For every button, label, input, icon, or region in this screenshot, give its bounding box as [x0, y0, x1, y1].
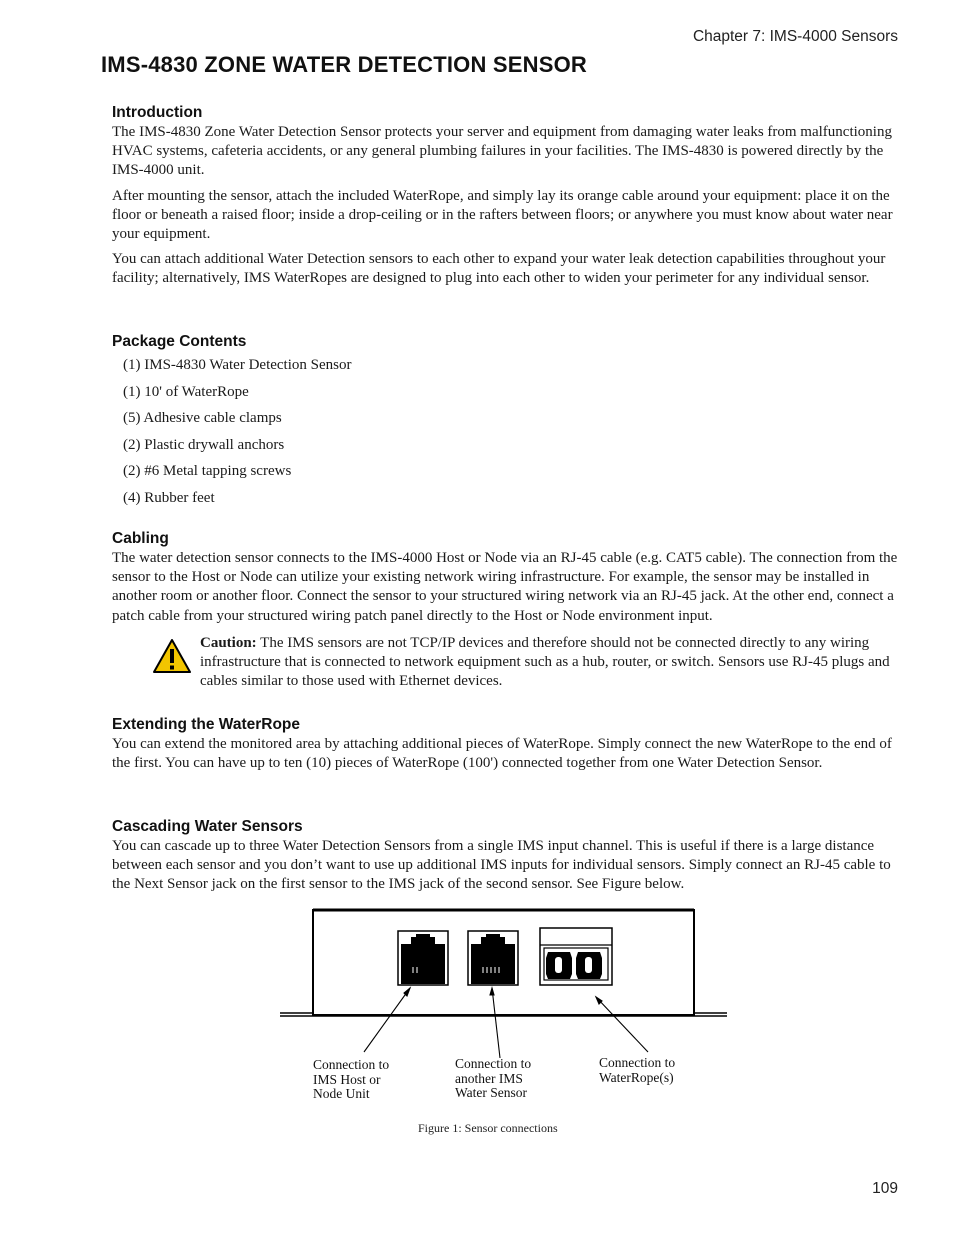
sensor-connections-figure — [270, 900, 740, 1110]
list-item: (4) Rubber feet — [123, 489, 215, 506]
figure-caption: Figure 1: Sensor connections — [418, 1121, 558, 1135]
ims-host-jack-icon — [398, 931, 448, 985]
extending-paragraph: You can extend the monitored area by attaching additional pieces of WaterRope. Simply connect the new WaterRope to the end of the first. You can have up to ten (10) pieces of WaterRope (100') connected together from one Water Detection Sensor. — [112, 736, 892, 772]
package-section — [112, 332, 898, 511]
package-heading: Package Contents — [112, 333, 247, 350]
cascading-heading: Cascading Water Sensors — [112, 818, 303, 835]
chapter-header: Chapter 7: IMS-4000 Sensors — [692, 28, 898, 45]
intro-paragraph-2: After mounting the sensor, attach the included WaterRope, and simply lay its orange cable around your equipment: place it on the floor or beneath a raised floor; inside a drop-ceiling or in the rafters between floors; or anywhere you must know about water near your equipment. — [112, 187, 893, 243]
warning-triangle-icon — [153, 638, 191, 674]
caution-body: The IMS sensors are not TCP/IP devices and therefore should not be connected directly to any wiring infrastructure that is connected to network equipment such as a hub, router, or switch. Sensors use RJ-45 plugs and cables similar to those used with Ethernet devices. — [200, 635, 890, 690]
intro-paragraph-3: You can attach additional Water Detection sensors to each other to expand your water leak detection capabilities throughout your facility; alternatively, IMS WaterRopes are designed to plug into each other to widen your perimeter for any individual sensor. — [112, 251, 886, 287]
page-title: IMS-4830 ZONE WATER DETECTION SENSOR — [101, 52, 587, 77]
extending-section — [112, 715, 898, 779]
label-host-connection: Connection to IMS Host or Node Unit — [313, 1057, 390, 1101]
page-number: 109 — [872, 1180, 898, 1197]
list-item: (2) Plastic drywall anchors — [123, 436, 285, 453]
caution-text — [200, 634, 900, 692]
intro-paragraph-1: The IMS-4830 Zone Water Detection Sensor protects your server and equipment from damaging water leaks from malfunctioning HVAC systems, cafeteria accidents, or any general plumbing failures in your facilities. The IMS-4830 is powered directly by the IMS-4000 unit. — [112, 124, 892, 179]
package-list — [112, 352, 898, 511]
list-item: (5) Adhesive cable clamps — [123, 410, 282, 426]
next-sensor-jack-icon — [468, 931, 518, 985]
label-sensor-connection: Connection to another IMS Water Sensor — [455, 1056, 532, 1100]
introduction-heading: Introduction — [112, 104, 203, 121]
waterrope-connector-icon — [540, 928, 612, 985]
label-waterrope-connection: Connection to WaterRope(s) — [599, 1055, 676, 1085]
cabling-heading: Cabling — [112, 530, 169, 547]
cascading-section — [112, 817, 898, 901]
cabling-paragraph: The water detection sensor connects to the IMS-4000 Host or Node via an RJ-45 cable (e.g. CAT5 cable). The connection from the sensor to the Host or Node can utilize your existing network wiring infrastructure. For example, the sensor may be installed in another room or another floor. Connect the sensor to your structured wiring network via an RJ-45 jack. At the other end, connect a patch cable from your structured wiring patch panel directly to the Host or Node environment input. — [112, 550, 898, 624]
list-item: (2) #6 Metal tapping screws — [123, 463, 292, 479]
introduction-section — [112, 103, 898, 295]
list-item: (1) 10' of WaterRope — [123, 383, 249, 400]
caution-label: Caution: — [200, 635, 257, 651]
cabling-section — [112, 529, 898, 632]
extending-heading: Extending the WaterRope — [112, 716, 301, 733]
list-item: (1) IMS-4830 Water Detection Sensor — [123, 357, 352, 373]
cascading-paragraph: You can cascade up to three Water Detection Sensors from a single IMS input channel. This is useful if there is a large distance between each sensor and you don’t want to use up additional IMS inputs for individual sensors. Simply connect an RJ-45 cable to the Next Sensor jack on the first sensor to the IMS jack of the second sensor. See Figure below. — [112, 838, 891, 893]
